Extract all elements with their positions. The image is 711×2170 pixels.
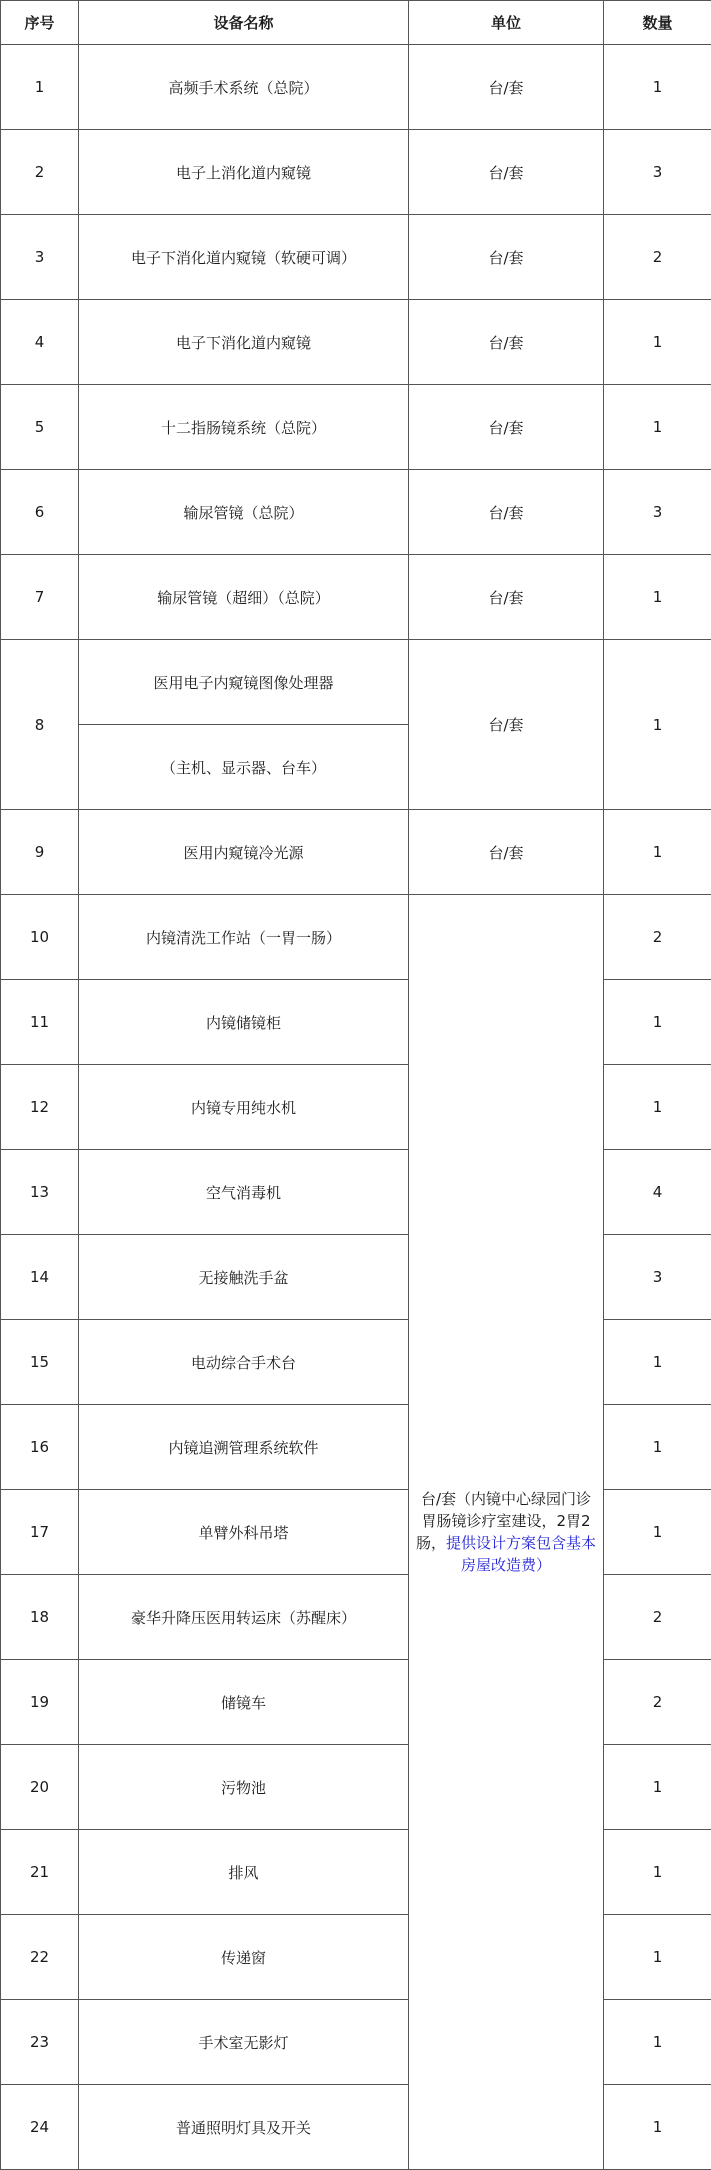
table-row bbox=[1, 640, 711, 725]
table-row bbox=[1, 2085, 711, 2170]
cell-qty: 1 bbox=[604, 2000, 711, 2085]
table-row bbox=[1, 1150, 711, 1235]
cell-qty: 1 bbox=[604, 1745, 711, 1830]
cell-no: 7 bbox=[1, 555, 79, 640]
cell-name: 豪华升降压医用转运床（苏醒床） bbox=[79, 1575, 409, 1660]
cell-qty: 1 bbox=[604, 1320, 711, 1405]
cell-unit: 台/套 bbox=[409, 215, 604, 300]
header-no: 序号 bbox=[1, 1, 79, 45]
table-row bbox=[1, 130, 711, 215]
cell-qty: 1 bbox=[604, 555, 711, 640]
cell-qty: 2 bbox=[604, 215, 711, 300]
cell-name: 高频手术系统（总院） bbox=[79, 45, 409, 130]
table-row bbox=[1, 1660, 711, 1745]
table-row bbox=[1, 1320, 711, 1405]
cell-no: 3 bbox=[1, 215, 79, 300]
cell-name: 排风 bbox=[79, 1830, 409, 1915]
table-row bbox=[1, 45, 711, 130]
cell-qty: 1 bbox=[604, 385, 711, 470]
cell-qty: 1 bbox=[604, 45, 711, 130]
cell-no: 11 bbox=[1, 980, 79, 1065]
cell-qty: 3 bbox=[604, 130, 711, 215]
cell-name: 污物池 bbox=[79, 1745, 409, 1830]
table-row bbox=[1, 1065, 711, 1150]
cell-no: 8 bbox=[1, 640, 79, 810]
cell-qty: 1 bbox=[604, 1405, 711, 1490]
cell-no: 5 bbox=[1, 385, 79, 470]
cell-no: 1 bbox=[1, 45, 79, 130]
cell-unit: 台/套 bbox=[409, 810, 604, 895]
table-row bbox=[1, 810, 711, 895]
cell-qty: 1 bbox=[604, 640, 711, 810]
table-row bbox=[1, 895, 711, 980]
cell-name: 普通照明灯具及开关 bbox=[79, 2085, 409, 2170]
cell-qty: 1 bbox=[604, 1490, 711, 1575]
cell-qty: 1 bbox=[604, 980, 711, 1065]
cell-unit-merged bbox=[409, 895, 604, 2170]
cell-unit: 台/套 bbox=[409, 300, 604, 385]
cell-qty: 1 bbox=[604, 810, 711, 895]
cell-no: 23 bbox=[1, 2000, 79, 2085]
cell-name: 储镜车 bbox=[79, 1660, 409, 1745]
unit-note-text: 台/套（内镜中心绿园门诊胃肠镜诊疗室建设，2胃2肠， bbox=[415, 1490, 592, 1552]
table-row bbox=[1, 1490, 711, 1575]
table-row bbox=[1, 470, 711, 555]
cell-name: 空气消毒机 bbox=[79, 1150, 409, 1235]
cell-name: 电子下消化道内窥镜 bbox=[79, 300, 409, 385]
cell-no: 19 bbox=[1, 1660, 79, 1745]
cell-no: 12 bbox=[1, 1065, 79, 1150]
cell-unit: 台/套 bbox=[409, 45, 604, 130]
cell-no: 15 bbox=[1, 1320, 79, 1405]
table-row bbox=[1, 1830, 711, 1915]
cell-no: 9 bbox=[1, 810, 79, 895]
cell-qty: 1 bbox=[604, 1065, 711, 1150]
table-row bbox=[1, 215, 711, 300]
cell-qty: 1 bbox=[604, 1830, 711, 1915]
header-row bbox=[1, 1, 711, 45]
header-name: 设备名称 bbox=[79, 1, 409, 45]
cell-qty: 2 bbox=[604, 1660, 711, 1745]
cell-name: 内镜储镜柜 bbox=[79, 980, 409, 1065]
table-row bbox=[1, 980, 711, 1065]
table-row bbox=[1, 385, 711, 470]
cell-qty: 2 bbox=[604, 1575, 711, 1660]
table-row bbox=[1, 1575, 711, 1660]
cell-name: 电动综合手术台 bbox=[79, 1320, 409, 1405]
cell-name: （主机、显示器、台车） bbox=[79, 725, 409, 810]
table-row bbox=[1, 2000, 711, 2085]
cell-name: 医用电子内窥镜图像处理器 bbox=[79, 640, 409, 725]
header-unit: 单位 bbox=[409, 1, 604, 45]
cell-qty: 1 bbox=[604, 2085, 711, 2170]
cell-name: 十二指肠镜系统（总院） bbox=[79, 385, 409, 470]
cell-no: 6 bbox=[1, 470, 79, 555]
cell-unit: 台/套 bbox=[409, 470, 604, 555]
cell-name: 手术室无影灯 bbox=[79, 2000, 409, 2085]
cell-unit: 台/套 bbox=[409, 640, 604, 810]
cell-name: 内镜专用纯水机 bbox=[79, 1065, 409, 1150]
cell-qty: 2 bbox=[604, 895, 711, 980]
cell-no: 22 bbox=[1, 1915, 79, 2000]
cell-name: 医用内窥镜冷光源 bbox=[79, 810, 409, 895]
cell-qty: 1 bbox=[604, 300, 711, 385]
cell-name: 单臂外科吊塔 bbox=[79, 1490, 409, 1575]
cell-no: 2 bbox=[1, 130, 79, 215]
cell-qty: 1 bbox=[604, 1915, 711, 2000]
cell-name: 传递窗 bbox=[79, 1915, 409, 2000]
cell-unit: 台/套 bbox=[409, 130, 604, 215]
cell-no: 20 bbox=[1, 1745, 79, 1830]
cell-name: 电子下消化道内窥镜（软硬可调） bbox=[79, 215, 409, 300]
table-row bbox=[1, 1745, 711, 1830]
cell-name: 输尿管镜（超细）（总院） bbox=[79, 555, 409, 640]
unit-note-highlight: 提供设计方案包含基本房屋改造费） bbox=[446, 1534, 597, 1574]
header-qty: 数量 bbox=[604, 1, 711, 45]
table-row bbox=[1, 555, 711, 640]
table-row bbox=[1, 300, 711, 385]
cell-unit: 台/套 bbox=[409, 385, 604, 470]
cell-name: 输尿管镜（总院） bbox=[79, 470, 409, 555]
cell-name: 内镜追溯管理系统软件 bbox=[79, 1405, 409, 1490]
cell-no: 16 bbox=[1, 1405, 79, 1490]
cell-no: 10 bbox=[1, 895, 79, 980]
cell-qty: 3 bbox=[604, 470, 711, 555]
table-row bbox=[1, 1405, 711, 1490]
cell-no: 18 bbox=[1, 1575, 79, 1660]
table-row bbox=[1, 1915, 711, 2000]
cell-name: 无接触洗手盆 bbox=[79, 1235, 409, 1320]
cell-name: 内镜清洗工作站（一胃一肠） bbox=[79, 895, 409, 980]
cell-qty: 4 bbox=[604, 1150, 711, 1235]
table-row bbox=[1, 1235, 711, 1320]
cell-name: 电子上消化道内窥镜 bbox=[79, 130, 409, 215]
cell-no: 24 bbox=[1, 2085, 79, 2170]
cell-no: 17 bbox=[1, 1490, 79, 1575]
cell-no: 4 bbox=[1, 300, 79, 385]
cell-no: 14 bbox=[1, 1235, 79, 1320]
cell-qty: 3 bbox=[604, 1235, 711, 1320]
cell-unit: 台/套 bbox=[409, 555, 604, 640]
cell-no: 21 bbox=[1, 1830, 79, 1915]
cell-no: 13 bbox=[1, 1150, 79, 1235]
